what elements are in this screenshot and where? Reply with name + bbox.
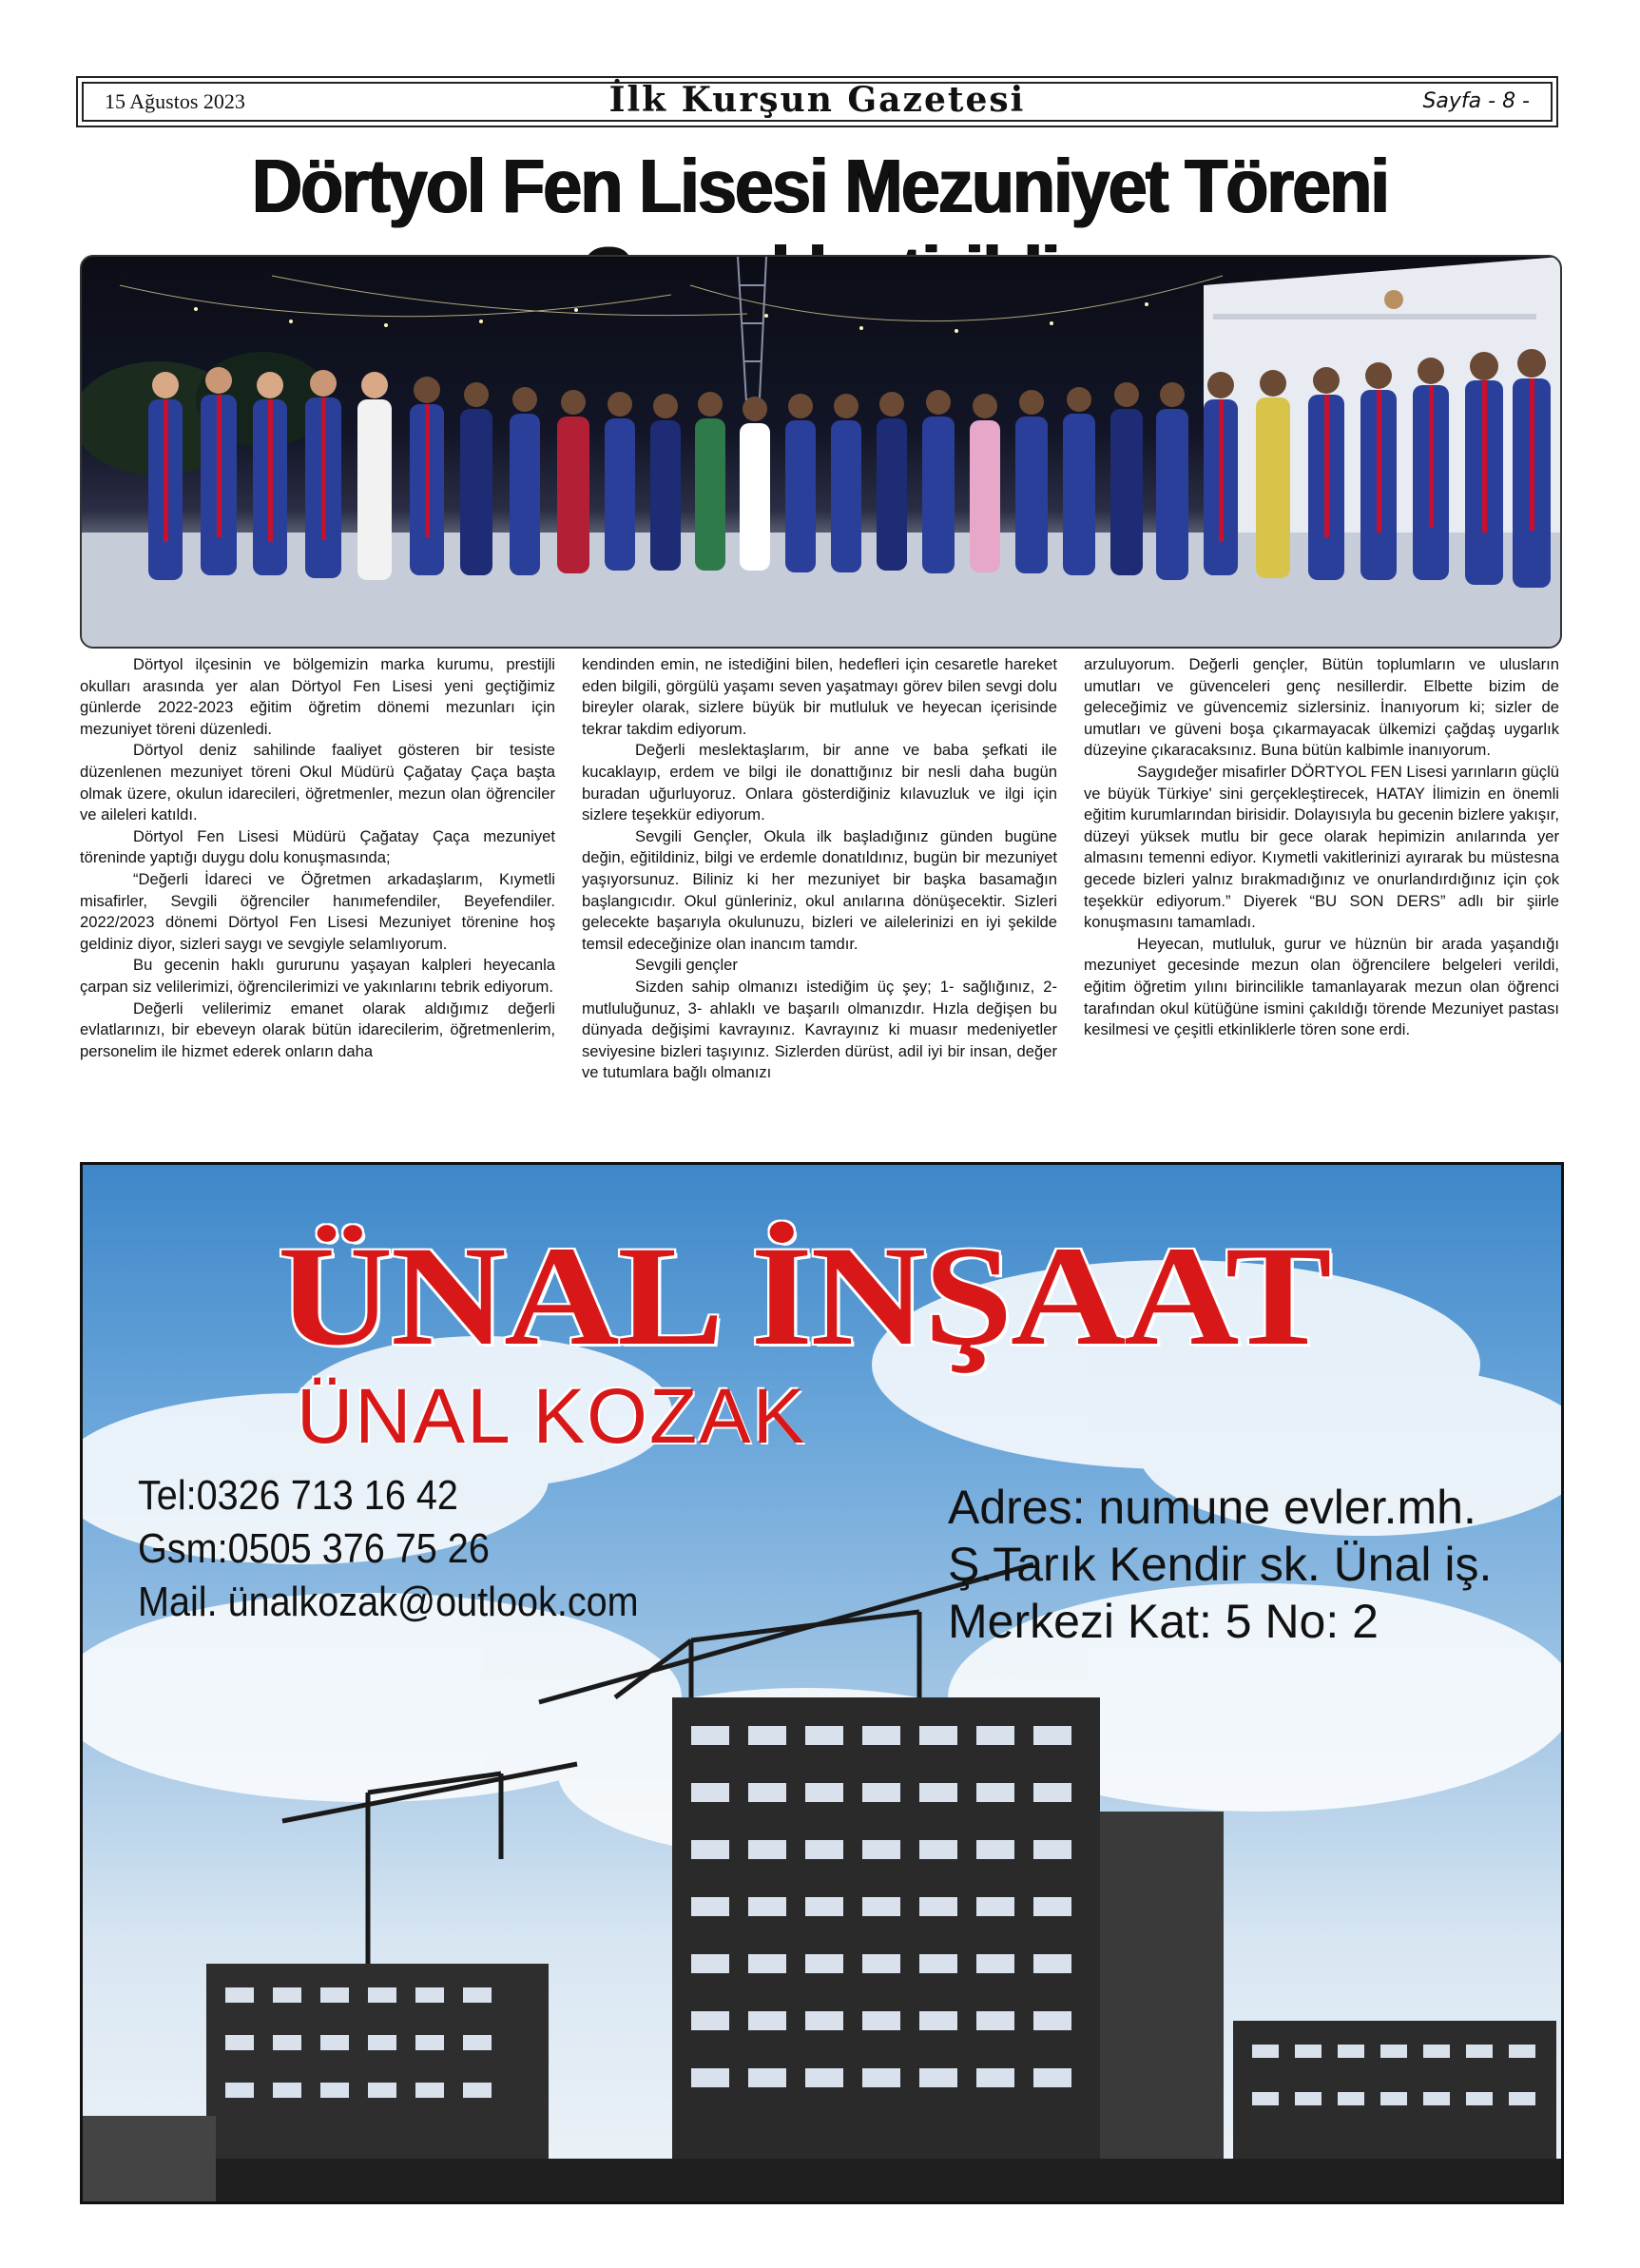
ad-address-line: Merkezi Kat: 5 No: 2	[948, 1595, 1379, 1648]
ad-brand-name: ÜNAL İNŞAAT	[278, 1217, 1330, 1375]
paragraph: Saygıdeğer misafirler DÖRTYOL FEN Lisesi yarınların güçlü ve büyük Türkiye' sini gerçekleştirecek, HATAY İlimizin en önemli eğitim kurumlarından birisidir. Dolayısıyla bu gecenin bizlere yakışır, düzeyi yüksek mutlu bir gece olarak hepimizin anılarında yer almasını temenni ediyor. Kıymetli vakitlerinizi ayırarak bu müstesna gecede bizleri yalnız bırakmadığınız ve onurlandırdığınız için çok teşekkür ediyorum.” Diyerek “BU SON DERS” adlı bir şiirle konuşmasını tamamladı.	[1084, 762, 1559, 932]
construction-advertisement	[80, 1162, 1564, 2204]
paragraph: Dörtyol ilçesinin ve bölgemizin marka kurumu, prestijli okulları arasında yer alan Dörtyol Fen Lisesi yeni geçtiğimiz günlerde 2022-2023 eğitim öğretim dönemi mezunları için mezuniyet töreni düzenledi.	[80, 655, 555, 738]
ad-email: Mail. ünalkozak@outlook.com	[138, 1579, 639, 1625]
ad-contact-block	[138, 1469, 639, 1629]
ad-owner-name: ÜNAL KOZAK	[297, 1373, 807, 1460]
ad-address-block	[948, 1479, 1492, 1650]
paragraph: kendinden emin, ne istediğini bilen, hedefleri için cesaretle hareket eden bilgili, görgülü yaşamı seven yaşatmayı görev bilen sevgi dolu bireyler olarak, sizlere büyük bir mutluluk ve heyecan içerisinde tekrar takdim ediyorum.	[582, 655, 1057, 738]
ad-mobile: Gsm:0505 376 75 26	[138, 1525, 490, 1572]
paragraph: Sizden sahip olmanızı istediğim üç şey; 1- sağlığınız, 2- mutluluğunuz, 3- ahlaklı ve başarılı olmanızdır. Hızla değişen bu dünyada değişimi kavrayınız. Kavrayınız ki muasır medeniyetler seviyesine bizleri taşıyınız. Sizlerden dürüst, adil iyi bir insan, değer ve tutumlara bağlı olmanızı	[582, 977, 1057, 1082]
paragraph: Bu gecenin haklı gururunu yaşayan kalpleri heyecanla çarpan siz velilerimizi, öğrencilerimizi ve yakınlarını tebrik ediyorum.	[80, 956, 555, 996]
paragraph: “Değerli İdareci ve Öğretmen arkadaşlarım, Kıymetli misafirler, Sevgili öğrenciler hanımefendiler, Beyefendiler. 2022/2023 dönemi Dörtyol Fen Lisesi Mezuniyet törenine hoş geldiniz diyor, sizleri saygı ve sevgiyle selamlıyorum.	[80, 869, 555, 953]
article-body	[80, 654, 1558, 1149]
paragraph: Değerli velilerimiz emanet olarak aldığımız değerli evlatlarınızı, bir ebeveyn olarak bütün idarecilerim, öğretmenlerim, personelim ile hizmet ederek onların daha	[80, 998, 555, 1060]
paragraph: arzuluyorum. Değerli gençler, Bütün toplumların ve ulusların umutları ve güvenceleri genç nesillerdir. Elbette bizim de geleceğimiz ve güvencemiz sizlersiniz. İnanıyorum ki; sizler de umutları ve güveni boşa çıkarmayacak ülkemizi çağdaş uygarlık düzeyine çıkaracaksınız. Buna bütün kalbimle inanıyorum.	[1084, 655, 1559, 760]
paragraph: Heyecan, mutluluk, gurur ve hüznün bir arada yaşandığı mezuniyet gecesinde mezun olan öğrencilere belgeleri verildi, eğitim öğretim yılını birincilikle tamanlayarak mezun olan öğrenci tarafından okul kütüğüne ismini çakıldığı törende Mezuniyet pastası kesilmesi ve çeşitli etkinliklerle tören sone erdi.	[1084, 934, 1559, 1039]
ad-telephone: Tel:0326 713 16 42	[138, 1472, 458, 1519]
paragraph: Sevgili Gençler, Okula ilk başladığınız günden bugüne değin, eğitildiniz, bilgi ve erdemle donatıldınız, bugün bir mezuniyet yaşıyorsunuz. Biliniz ki her mezuniyet bir başka basamağın başlangıcıdır. Okul günleriniz, okul anılarına dönüşecektir. Sizleri gelecekte başarıyla okulunuzu, bizleri ve ailelerinizi en iyi şekilde temsil edeceğinize olan inancım tamdır.	[582, 826, 1057, 953]
paragraph: Dörtyol deniz sahilinde faaliyet gösteren bir tesiste düzenlenen mezuniyet töreni Okul Müdürü Çağatay Çaça başta olmak üzere, okulun idarecileri, öğretmenler, mezun olan öğrenciler ve aileleri katıldı.	[80, 741, 555, 824]
page-number: Sayfa - 8 -	[1422, 89, 1530, 113]
issue-date: 15 Ağustos 2023	[105, 89, 245, 113]
article-headline: Dörtyol Fen Lisesi Mezuniyet Töreni	[251, 144, 1389, 228]
newspaper-title: İlk Kurşun Gazetesi	[608, 80, 1026, 120]
graduation-photo	[80, 255, 1562, 649]
paragraph: Dörtyol Fen Lisesi Müdürü Çağatay Çaça mezuniyet töreninde yaptığı duygu dolu konuşmasında;	[80, 826, 555, 867]
paragraph: Sevgili gençler	[635, 956, 738, 975]
ad-address-line: Adres: numune evler.mh.	[948, 1481, 1476, 1534]
masthead	[76, 76, 1558, 127]
ad-address-line: Ş.Tarık Kendir sk. Ünal iş.	[948, 1538, 1493, 1591]
article-column-2	[582, 654, 1057, 1084]
article-column-1	[80, 654, 555, 1062]
paragraph: Değerli meslektaşlarım, bir anne ve baba şefkati ile kucaklayıp, erdem ve bilgi ile donattığınız bir nesli daha bugün buradan uğurluyoruz. Onlara gösterdiğiniz kılavuzluk ve ilgi için sizlere teşekkür ediyorum.	[582, 741, 1057, 824]
article-column-3	[1084, 654, 1559, 1041]
graduation-ceremony-illustration	[82, 257, 1560, 647]
